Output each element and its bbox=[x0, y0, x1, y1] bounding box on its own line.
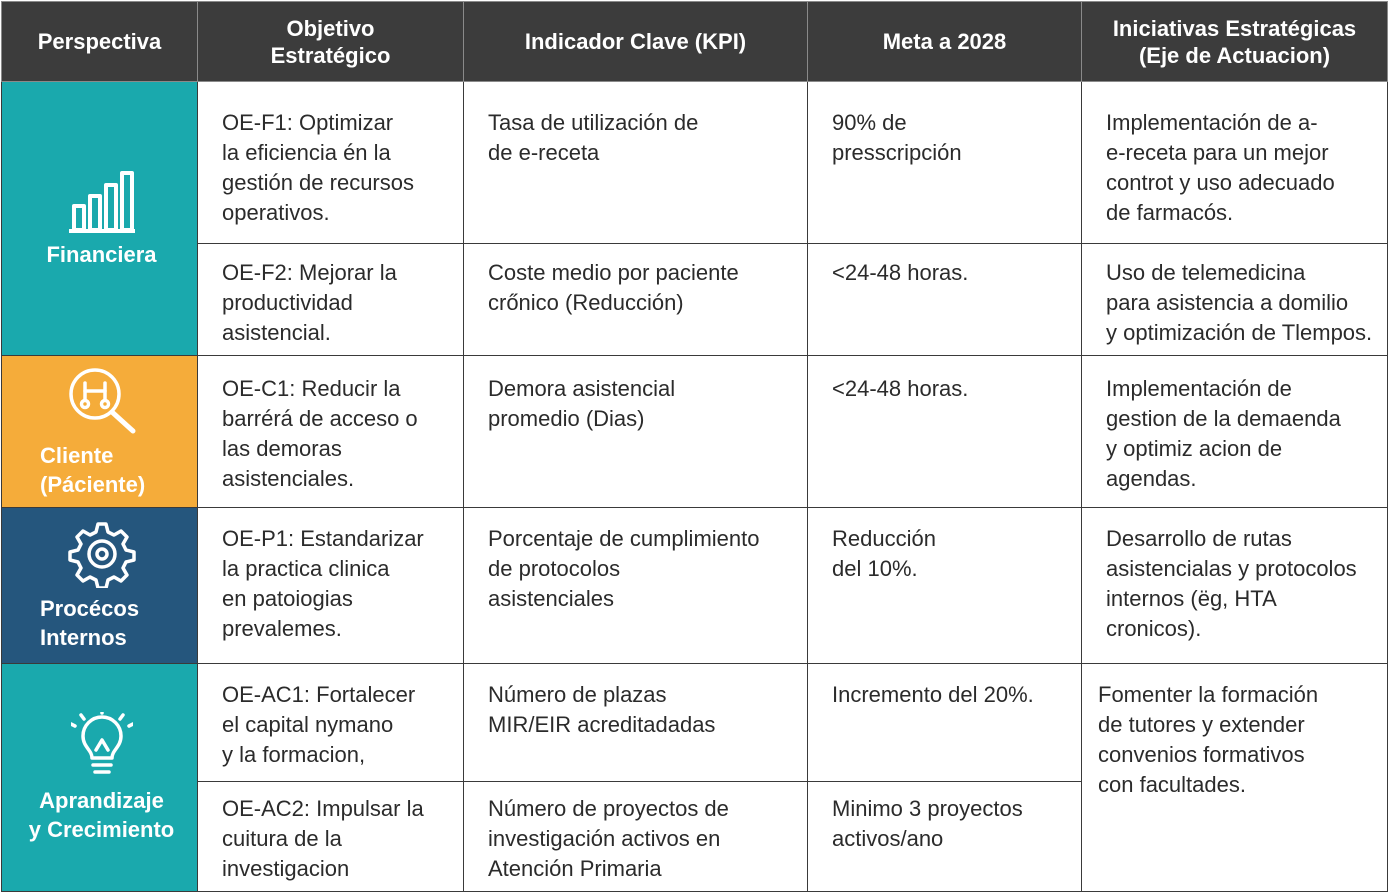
indicador-cell: Coste medio por paciente crőnico (Reducción) bbox=[464, 244, 808, 356]
indicador-cell: Tasa de utilización de de e-receta bbox=[464, 82, 808, 244]
perspective-procesos bbox=[2, 508, 198, 664]
indicador-cell: Número de proyectos de investigación activos en Atención Primaria bbox=[464, 782, 808, 892]
gear-icon bbox=[68, 520, 136, 588]
perspective-label: Aprandizaje y Crecimiento bbox=[28, 787, 175, 842]
table-row bbox=[2, 244, 1388, 356]
objetivo-cell: OE-AC2: Impulsar la cuitura de la investigacion bbox=[198, 782, 464, 892]
bar-chart-icon bbox=[67, 168, 137, 234]
indicador-cell: Porcentaje de cumplimiento de protocolos asistenciales bbox=[464, 508, 808, 664]
table-row bbox=[2, 82, 1388, 244]
objetivo-cell: OE-P1: Estandarizar la practica clinica en patoiogias prevalemes. bbox=[198, 508, 464, 664]
meta-cell: <24-48 horas. bbox=[808, 244, 1082, 356]
perspective-label: Cliente (Páciente) bbox=[40, 442, 146, 497]
header-meta: Meta a 2028 bbox=[808, 2, 1082, 82]
objetivo-cell: OE-C1: Reducir la barrérá de acceso o las demoras asistenciales. bbox=[198, 356, 464, 508]
header-objetivo: Objetivo Estratégico bbox=[198, 2, 464, 82]
perspective-cliente bbox=[2, 356, 198, 508]
table-row bbox=[2, 508, 1388, 664]
perspective-label: Procécos Internos bbox=[40, 595, 140, 650]
meta-cell: Minimo 3 proyectos activos/ano bbox=[808, 782, 1082, 892]
balanced-scorecard-table bbox=[1, 1, 1388, 892]
perspective-label: Financiera bbox=[46, 242, 157, 267]
iniciativa-cell: Implementación de a- e-receta para un mejor controt y uso adecuado de farmacós. bbox=[1082, 82, 1388, 244]
meta-cell: Incremento del 20%. bbox=[808, 664, 1082, 782]
indicador-cell: Demora asistencial promedio (Dias) bbox=[464, 356, 808, 508]
table-row bbox=[2, 356, 1388, 508]
header-indicador: Indicador Clave (KPI) bbox=[464, 2, 808, 82]
table-row bbox=[2, 664, 1388, 782]
perspective-aprendizaje bbox=[2, 664, 198, 892]
iniciativa-cell: Implementación de gestion de la demaenda y optimiz acion de agendas. bbox=[1082, 356, 1388, 508]
meta-cell: 90% de presscripción bbox=[808, 82, 1082, 244]
objetivo-cell: OE-F1: Optimizar la eficiencia én la gestión de recursos operativos. bbox=[198, 82, 464, 244]
header-perspectiva: Perspectiva bbox=[2, 2, 198, 82]
header-row bbox=[2, 2, 1388, 82]
iniciativa-cell: Desarrollo de rutas asistencialas y protocolos internos (ëg, HTA cronicos). bbox=[1082, 508, 1388, 664]
header-iniciativas: Iniciativas Estratégicas (Eje de Actuacion) bbox=[1082, 2, 1388, 82]
perspective-financiera bbox=[2, 82, 198, 356]
objetivo-cell: OE-F2: Mejorar la productividad asistencial. bbox=[198, 244, 464, 356]
indicador-cell: Número de plazas MIR/EIR acreditadadas bbox=[464, 664, 808, 782]
meta-cell: <24-48 horas. bbox=[808, 356, 1082, 508]
iniciativa-cell: Fomenter la formación de tutores y extender convenios formativos con facultades. bbox=[1082, 664, 1388, 892]
magnifier-icon bbox=[65, 365, 139, 435]
lightbulb-icon bbox=[71, 712, 133, 780]
objetivo-cell: OE-AC1: Fortalecer el capital nymano y la formacion, bbox=[198, 664, 464, 782]
iniciativa-cell: Uso de telemedicina para asistencia a domilio y optimización de Tlempos. bbox=[1082, 244, 1388, 356]
meta-cell: Reducción del 10%. bbox=[808, 508, 1082, 664]
